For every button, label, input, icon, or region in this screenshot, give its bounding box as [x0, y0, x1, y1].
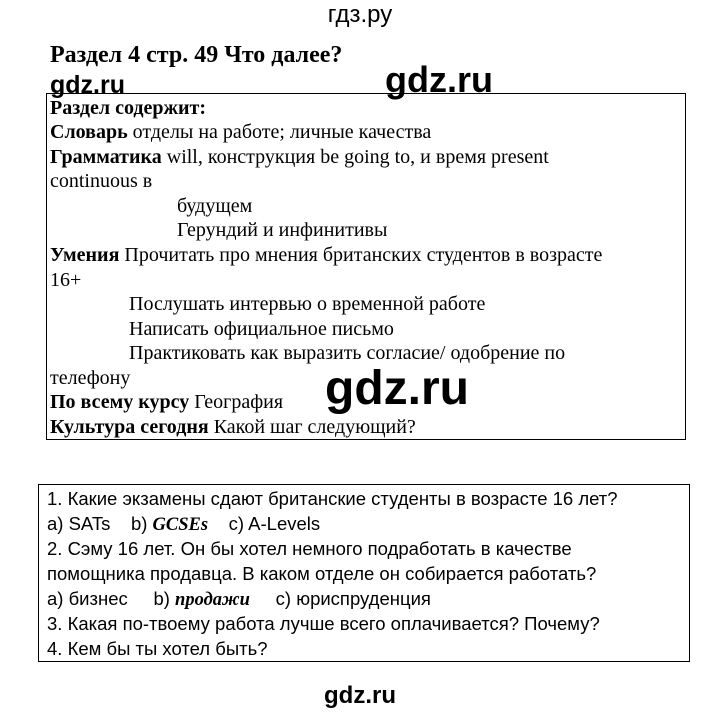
- question-1-options: [47, 511, 320, 538]
- grammar-text: will, конструкция be going to, и время present: [161, 146, 549, 168]
- site-header: гдз.ру: [327, 1, 393, 28]
- course-line: [50, 390, 283, 415]
- skills-text-3: Послушать интервью о временной работе: [129, 293, 486, 315]
- question-4: 4. Кем бы ты хотел быть?: [47, 638, 268, 659]
- site-footer: gdz.ru: [324, 682, 396, 709]
- question-1-option-a: a) SATs b): [47, 513, 153, 534]
- grammar-line: [50, 145, 549, 170]
- page-title: Раздел 4 стр. 49 Что далее?: [50, 42, 343, 68]
- question-1-answer: GCSEs: [152, 515, 209, 535]
- question-2-options: [47, 586, 431, 613]
- culture-text: Какой шаг следующий?: [208, 416, 416, 438]
- skills-text: Прочитать про мнения британских студентов в возрасте: [119, 244, 603, 266]
- vocabulary-label: Словарь: [50, 121, 128, 143]
- question-2-option-a: a) бизнес b): [47, 588, 176, 609]
- contents-heading: Раздел содержит:: [50, 97, 207, 119]
- skills-text-4: Написать официальное письмо: [129, 318, 394, 340]
- skills-text-6: телефону: [50, 367, 131, 389]
- watermark: gdz.ru: [50, 71, 125, 99]
- questions-box: [38, 484, 690, 662]
- skills-label: Умения: [50, 244, 120, 266]
- grammar-text-4: Герундий и инфинитивы: [177, 219, 388, 241]
- vocabulary-line: [50, 120, 431, 145]
- watermark: gdz.ru: [385, 59, 493, 100]
- course-label: По всему курсу: [50, 391, 190, 413]
- question-1: 1. Какие экзамены сдают британские студенты в возрасте 16 лет?: [47, 488, 618, 509]
- question-3: 3. Какая по-твоему работа лучше всего оплачивается? Почему?: [47, 613, 600, 634]
- grammar-label: Грамматика: [50, 146, 162, 168]
- grammar-text-3: будущем: [177, 195, 253, 217]
- question-1-option-c: c) A-Levels: [208, 513, 321, 534]
- skills-line: [50, 243, 602, 268]
- question-2-line-2: помощника продавца. В каком отделе он собирается работать?: [47, 563, 597, 584]
- grammar-text-2: continuous в: [50, 170, 153, 192]
- culture-line: [50, 415, 416, 440]
- culture-label: Культура сегодня: [50, 416, 209, 438]
- watermark: gdz.ru: [325, 362, 469, 415]
- question-2-option-c: c) юриспруденция: [249, 588, 431, 609]
- vocabulary-text: отделы на работе; личные качества: [127, 121, 432, 143]
- skills-text-5: Практиковать как выразить согласие/ одобрение по: [129, 342, 566, 364]
- skills-text-2: 16+: [50, 269, 82, 291]
- question-2-line-1: 2. Сэму 16 лет. Он бы хотел немного подработать в качестве: [47, 538, 572, 559]
- course-text: География: [189, 391, 284, 413]
- question-2-answer: продажи: [175, 590, 250, 610]
